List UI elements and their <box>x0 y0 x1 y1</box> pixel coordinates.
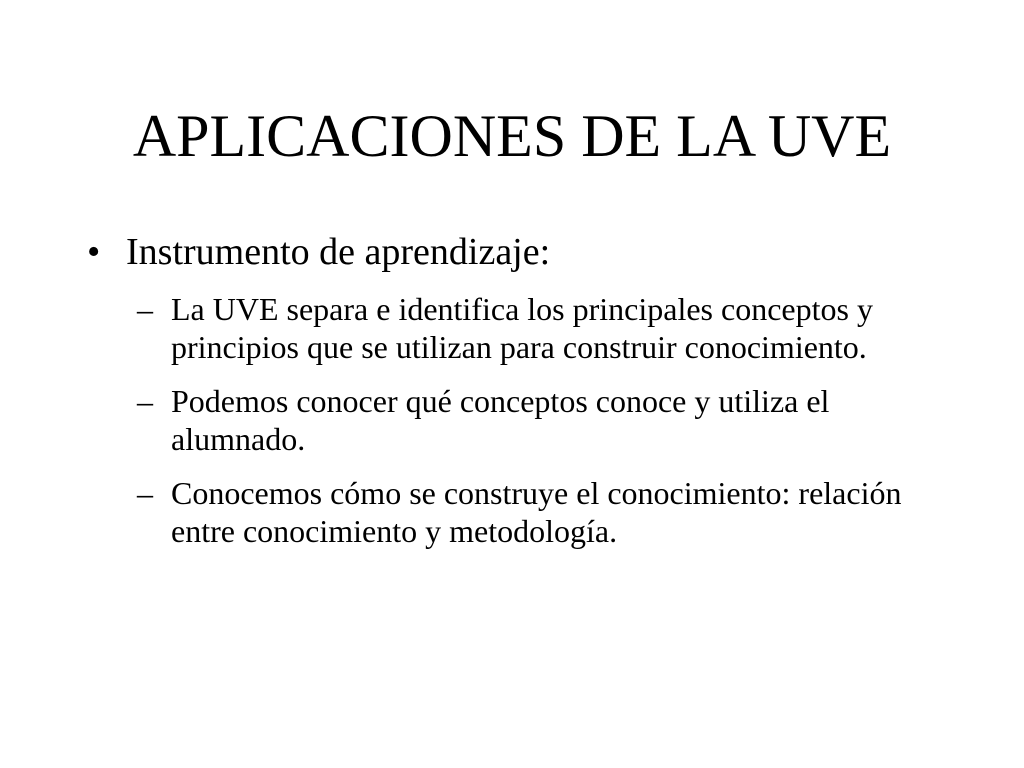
slide-title: APLICACIONES DE LA UVE <box>132 103 892 169</box>
sub-bullet-text: Conocemos cómo se construye el conocimiento: relación entre conocimiento y metodología. <box>171 475 902 549</box>
sub-bullet-text: Podemos conocer qué conceptos conoce y utiliza el alumnado. <box>171 383 830 457</box>
sub-bullet-text: La UVE separa e identifica los principales conceptos y principios que se utilizan para construir conocimiento. <box>171 291 873 365</box>
sub-bullet-item <box>137 382 967 458</box>
bullet-marker: • <box>87 231 101 273</box>
dash-marker: – <box>137 291 153 327</box>
main-bullet-text: Instrumento de aprendizaje: <box>126 231 551 273</box>
dash-marker: – <box>137 383 153 419</box>
main-bullet <box>87 226 987 278</box>
sub-bullet-item <box>137 474 967 550</box>
sub-bullet-list <box>137 290 967 566</box>
dash-marker: – <box>137 475 153 511</box>
sub-bullet-item <box>137 290 967 366</box>
